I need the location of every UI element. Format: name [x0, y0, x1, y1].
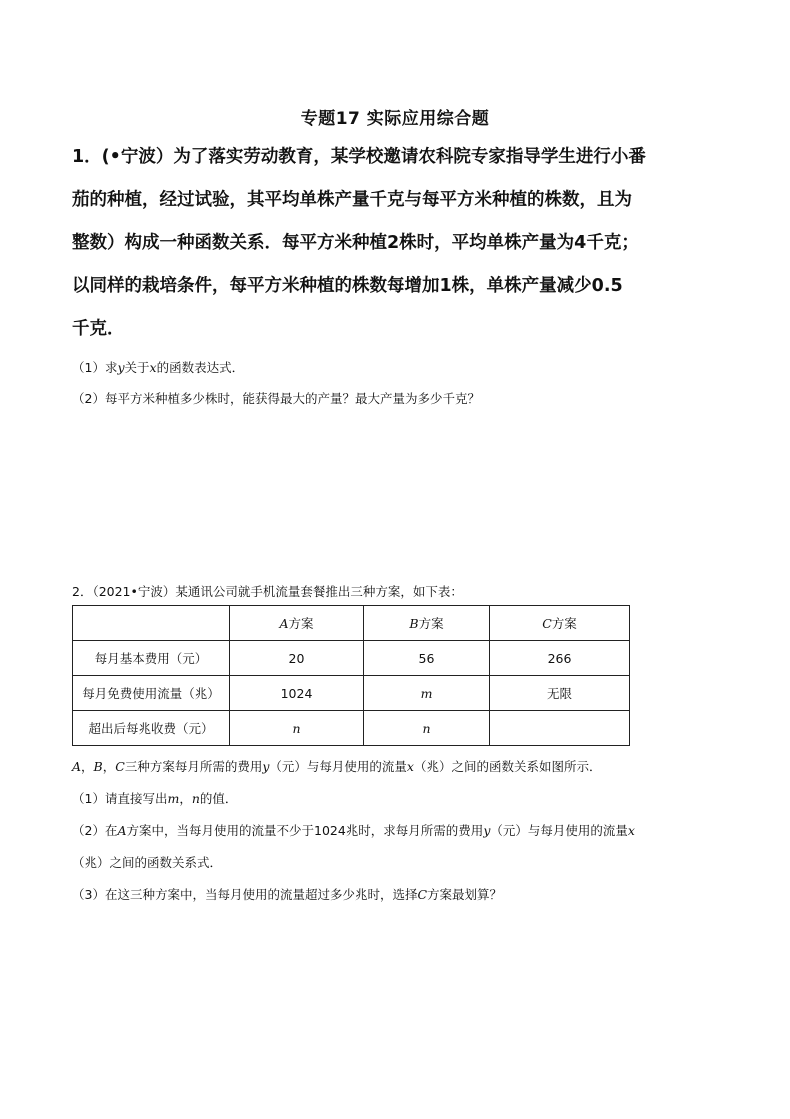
var-y: y	[117, 360, 125, 375]
question-1-sub-1	[72, 358, 244, 376]
header-cell-a	[230, 606, 364, 641]
table-header-row	[73, 606, 630, 641]
var-c: C	[542, 616, 552, 631]
text: （元）与每月使用的流量	[269, 759, 407, 774]
var-a: A	[72, 759, 82, 774]
text: （1）请直接写出	[72, 791, 168, 806]
var-x: x	[149, 360, 157, 375]
question-1-sub-2: （2）每平方米种植多少株时，能获得最大的产量？最大产量为多少千克？	[72, 391, 480, 406]
row-label: 超出后每兆收费（元）	[73, 711, 230, 746]
question-1-line-4: 以同样的栽培条件，每平方米种植的株数每增加1株，单株产量减少0.5	[72, 276, 623, 296]
question-2-description	[72, 757, 602, 775]
header-cell-c	[490, 606, 630, 641]
var-c: C	[417, 887, 428, 902]
header-cell-b	[364, 606, 490, 641]
table-cell: 20	[230, 641, 364, 676]
text: 方案中，当每月使用的流量不少于1024兆时，求每月所需的费用	[126, 823, 484, 838]
text: 方案	[551, 616, 577, 631]
row-label: 每月基本费用（元）	[73, 641, 230, 676]
question-2-sub-2-line-1	[72, 821, 635, 839]
table-cell: 56	[364, 641, 490, 676]
page-title: 专题17 实际应用综合题	[300, 109, 490, 129]
var-m: m	[167, 791, 180, 806]
table-row	[73, 676, 630, 711]
var-x: x	[406, 759, 414, 774]
text: （1）求	[72, 360, 118, 375]
var-b: B	[409, 616, 419, 631]
text: 关于	[124, 360, 150, 375]
var-y: y	[262, 759, 270, 774]
row-label: 每月免费使用流量（兆）	[73, 676, 230, 711]
var-x: x	[627, 823, 635, 838]
question-1-line-5: 千克．	[72, 319, 125, 339]
table-cell: 1024	[230, 676, 364, 711]
text: 三种方案每月所需的费用	[124, 759, 263, 774]
question-1-line-3: 整数）构成一种函数关系．每平方米种植2株时，平均单株产量为4千克；	[72, 233, 639, 253]
table-row	[73, 711, 630, 746]
table-cell: 无限	[490, 676, 630, 711]
question-2-sub-3	[72, 885, 502, 903]
table-cell: 266	[490, 641, 630, 676]
text: 的值．	[199, 791, 238, 806]
text: 方案最划算？	[427, 887, 503, 902]
question-2-intro: 2．（2021•宁波）某通讯公司就手机流量套餐推出三种方案，如下表：	[72, 584, 463, 599]
question-2-sub-2-line-2: （兆）之间的函数关系式．	[72, 855, 223, 870]
question-2-sub-1	[72, 789, 237, 807]
question-1-stem	[72, 136, 732, 351]
text: ，	[81, 759, 94, 774]
var-a: A	[279, 616, 289, 631]
text: ，	[179, 791, 192, 806]
var-a: A	[117, 823, 127, 838]
question-1-line-2: 茄的种植，经过试验，其平均单株产量千克与每平方米种植的株数，且为	[72, 190, 632, 210]
table-row	[73, 641, 630, 676]
text: 方案	[288, 616, 314, 631]
var-c: C	[115, 759, 125, 774]
table-cell: n	[364, 711, 490, 746]
var-n: n	[191, 791, 200, 806]
var-y: y	[483, 823, 491, 838]
var-b: B	[93, 759, 103, 774]
table-cell: n	[230, 711, 364, 746]
text: 方案	[418, 616, 444, 631]
table-cell: m	[364, 676, 490, 711]
text: （2）在	[72, 823, 118, 838]
text: （3）在这三种方案中，当每月使用的流量超过多少兆时，选择	[72, 887, 418, 902]
text: （元）与每月使用的流量	[490, 823, 628, 838]
plans-table	[72, 605, 630, 746]
text: （兆）之间的函数关系如图所示．	[413, 759, 602, 774]
table-cell	[490, 711, 630, 746]
question-1-line-1: 1．(•宁波）为了落实劳动教育，某学校邀请农科院专家指导学生进行小番	[72, 147, 646, 167]
text: ，	[102, 759, 116, 774]
header-cell-empty	[73, 606, 230, 641]
text: 的函数表达式．	[156, 360, 245, 375]
